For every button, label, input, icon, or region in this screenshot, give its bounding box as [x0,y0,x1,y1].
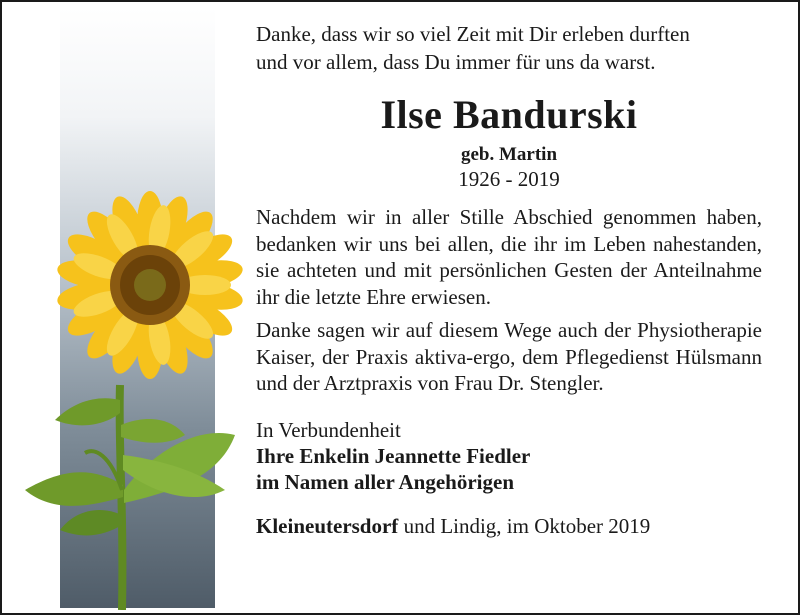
intro-line-2: und vor allem, dass Du immer für uns da warst. [256,50,656,74]
maiden-name: geb. Martin [460,144,558,165]
sunflower-image [20,185,245,610]
thanks-paragraph-2: Danke sagen wir auf diesem Wege auch der Physiotherapie Kaiser, der Praxis aktiva-ergo, dem Pflegedienst Hülsmann und der Arztpraxis von Frau Dr. Stengler. [256,318,762,395]
place-rest: und Lindig, im Oktober 2019 [398,513,651,538]
notice-content [256,20,762,539]
place-date [256,513,762,539]
deceased-name: Ilse Bandurski [380,92,638,137]
intro-text [256,20,762,76]
signer-line-2: im Namen aller Angehörigen [256,469,515,494]
thanks-paragraph-1: Nachdem wir in aller Stille Abschied genommen haben, bedanken wir uns bei allen, die ihr im Leben nahestanden, sie achteten und mit persönlichen Gesten der Anteilnahme ihr die letzte Ehre erwiesen. [256,205,762,309]
place-town: Kleineutersdorf [256,513,399,538]
closing-block [256,417,762,495]
closing-greeting: In Verbundenheit [256,417,401,442]
intro-line-1: Danke, dass wir so viel Zeit mit Dir erleben durften [256,22,690,46]
life-years: 1926 - 2019 [458,167,560,191]
signer-line-1: Ihre Enkelin Jeannette Fiedler [256,443,531,468]
